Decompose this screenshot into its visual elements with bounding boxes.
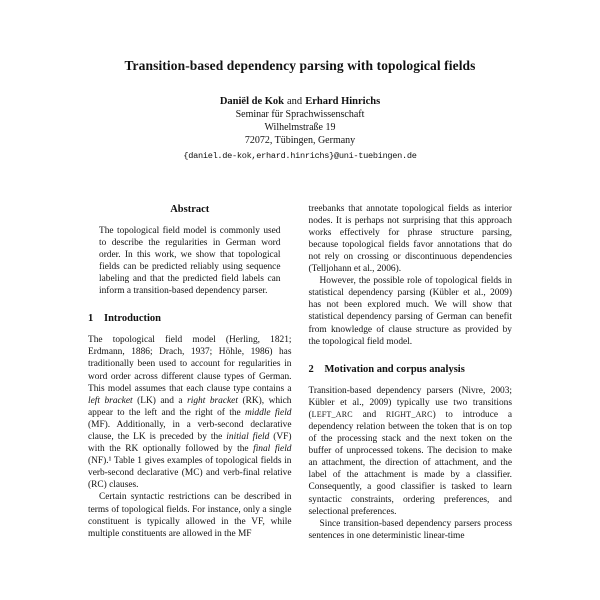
email-line: {daniel.de-kok,erhard.hinrichs}@uni-tuebingen.de — [183, 150, 417, 161]
authors-line — [0, 95, 600, 108]
text-run-italic: right bracket — [187, 395, 238, 406]
abstract-text: The topological field model is commonly used to describe the regularities in German word order. In this work, we show that topological fields can be predicted reliably using sequence labeling and that the predicted field labels can inform a transition-based dependency parser. — [99, 225, 281, 297]
section-2-paragraph-2: Since transition-based dependency parsers process sentences in one deterministic linear-time — [308, 518, 512, 541]
text-run-italic: final field — [253, 444, 292, 455]
section-2-number: 2 — [308, 363, 314, 375]
right-column — [309, 203, 513, 542]
text-run-smallcaps: RIGHT_ARC — [385, 409, 433, 419]
affiliation-line-3: 72072, Tübingen, Germany — [244, 135, 356, 147]
text-run: (MF). Additionally, in a verb-second declarative clause, the LK is preceded by the — [88, 419, 292, 443]
section-2-title: Motivation and corpus analysis — [324, 363, 465, 375]
affiliation-line-2: Wilhelmstraße 19 — [264, 122, 336, 134]
section-2-paragraph-1 — [309, 385, 513, 518]
right-paragraph-1: treebanks that annotate topological fields as interior nodes. It is perhaps not surprising that this approach works effectively for phrase structure parsing, because topological fields favor annotations that do not rely on crossing or discontinuous dependencies (Telljohann et al., 2006). — [308, 203, 512, 275]
text-run: (NF).¹ Table 1 gives examples of topological fields in verb-second declarative (MC) and verb-final relative (RC) clauses. — [88, 456, 292, 491]
affiliation-line-1: Seminar für Sprachwissenschaft — [235, 109, 365, 120]
text-run: The topological field model (Herling, 1821; Erdmann, 1886; Drach, 1937; Höhle, 1986) has traditionally been used to account for regularities in word order across different clause types of German. This model assumes that each clause type contains a — [88, 335, 292, 394]
abstract-heading: Abstract — [170, 203, 210, 215]
author-name-1: Daniël de Kok — [219, 96, 285, 107]
paper-title: Transition-based dependency parsing with topological fields — [124, 58, 476, 73]
text-run: (RK), which appear to the left and the right of the — [88, 395, 292, 418]
section-1-heading — [88, 312, 292, 325]
text-run: Transition-based dependency parsers (Nivre, 2003; Kübler et al., 2009) typically use two transitions ( — [308, 385, 512, 420]
section-1-number: 1 — [88, 313, 94, 325]
text-run: (VF) with the RK optionally followed by the — [88, 432, 292, 455]
section-2-heading — [309, 363, 513, 376]
text-run-italic: left bracket — [88, 395, 133, 406]
text-run-italic: initial field — [226, 432, 270, 443]
text-run-italic: middle field — [245, 407, 292, 418]
intro-paragraph-1 — [88, 334, 292, 491]
text-run-smallcaps: LEFT_ARC — [311, 409, 353, 419]
text-run: (LK) and a — [132, 395, 188, 406]
section-1-title: Introduction — [104, 313, 161, 325]
right-paragraph-2: However, the possible role of topological fields in statistical dependency parsing (Kübler et al., 2009) has not been explored much. We will show that statistical dependency parsing of German can benefit from knowledge of clause structure as provided by the topological field model. — [308, 276, 512, 347]
author-and-separator: and — [287, 96, 303, 107]
two-column-body — [0, 203, 600, 542]
left-column — [88, 203, 292, 542]
intro-paragraph-2: Certain syntactic restrictions can be described in terms of topological fields. For instance, only a single constituent is typically allowed in the VF, while multiple constituents are allowed in the MF — [88, 492, 292, 539]
text-run: and — [352, 409, 386, 420]
author-name-2: Erhard Hinrichs — [305, 96, 381, 107]
text-run: ) to introduce a dependency relation between the token that is on top of the processing stack and the next token on the buffer of unprocessed tokens. The decision to make an attachment, the direction of attachment, and the label of the attachment is made by a classifier. Consequently, a good classifier is tasked to learn syntactic constraints, ordering preferences, and selectional preferences. — [308, 409, 512, 517]
